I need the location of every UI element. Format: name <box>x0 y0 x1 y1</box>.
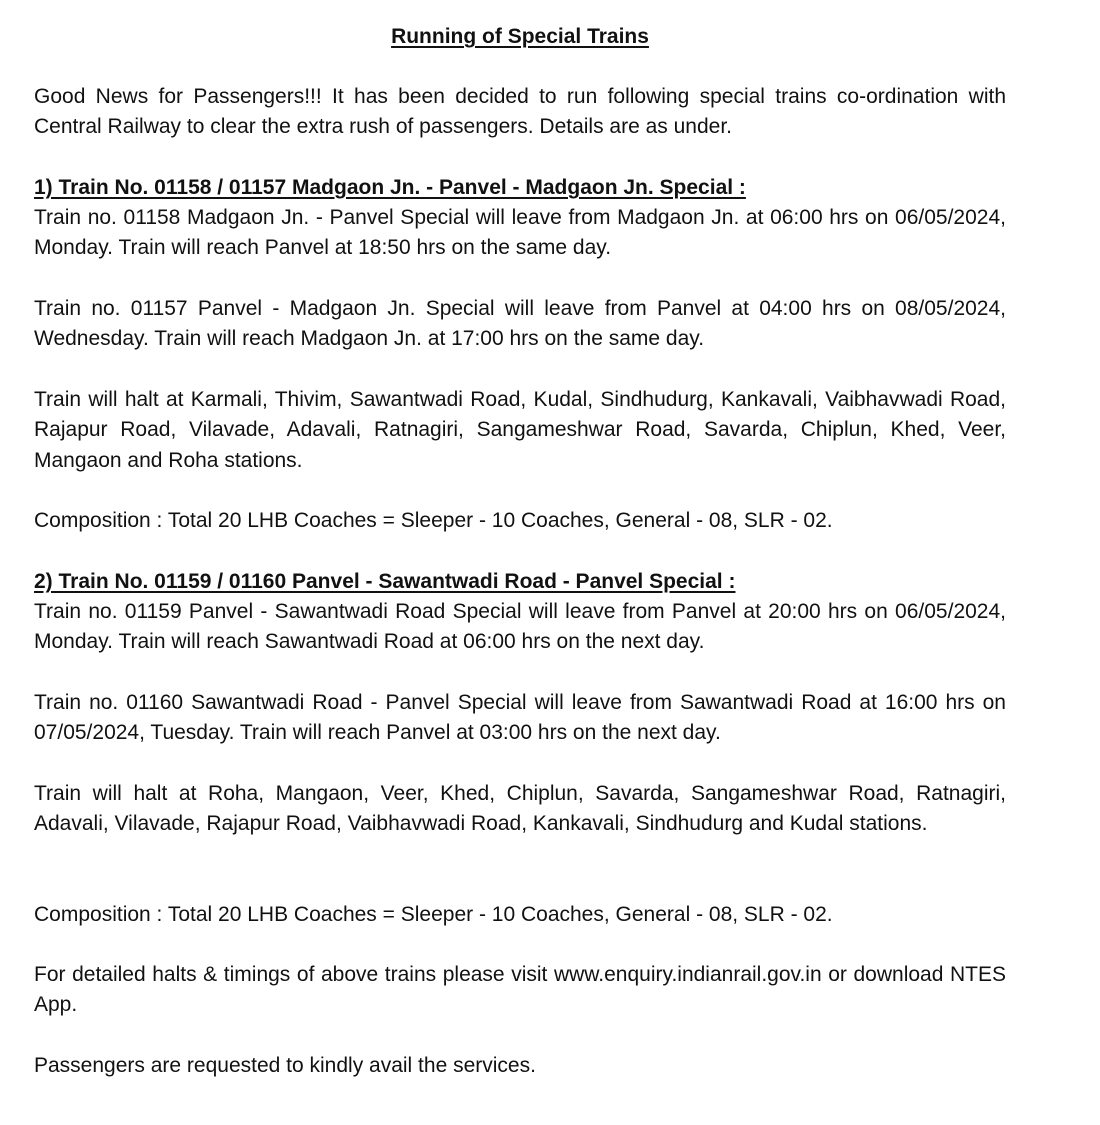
section-2-halts: Train will halt at Roha, Mangaon, Veer, Khed, Chiplun, Savarda, Sangameshwar Road, Ratnagiri, Adavali, Vilavade, Rajapur Road, Vaibhavwadi Road, Kankavali, Sindhudurg and Kudal stations. <box>34 782 1006 836</box>
section-1-composition: Composition : Total 20 LHB Coaches = Sleeper - 10 Coaches, General - 08, SLR - 02. <box>34 509 833 532</box>
info-paragraph: For detailed halts & timings of above trains please visit www.enquiry.indianrail.gov.in or download NTES App. <box>34 963 1006 1017</box>
section-2-paragraph-2: Train no. 01160 Sawantwadi Road - Panvel Special will leave from Sawantwadi Road at 16:00 hrs on 07/05/2024, Tuesday. Train will reach Panvel at 03:00 hrs on the next day. <box>34 691 1006 745</box>
section-2-paragraph-1: Train no. 01159 Panvel - Sawantwadi Road Special will leave from Panvel at 20:00 hrs on 06/05/2024, Monday. Train will reach Sawantwadi Road at 06:00 hrs on the next day. <box>34 600 1006 654</box>
intro-paragraph: Good News for Passengers!!! It has been decided to run following special trains co-ordination with Central Railway to clear the extra rush of passengers. Details are as under. <box>34 85 1006 139</box>
section-2-composition: Composition : Total 20 LHB Coaches = Sleeper - 10 Coaches, General - 08, SLR - 02. <box>34 903 833 926</box>
section-1-heading: 1) Train No. 01158 / 01157 Madgaon Jn. - Panvel - Madgaon Jn. Special : <box>34 176 746 199</box>
page-title: Running of Special Trains <box>391 25 649 48</box>
section-1-halts: Train will halt at Karmali, Thivim, Sawantwadi Road, Kudal, Sindhudurg, Kankavali, Vaibhavwadi Road, Rajapur Road, Vilavade, Adavali, Ratnagiri, Sangameshwar Road, Savarda, Chiplun, Khed, Veer, Mangaon and Roha stations. <box>34 388 1006 472</box>
section-1-paragraph-1: Train no. 01158 Madgaon Jn. - Panvel Special will leave from Madgaon Jn. at 06:00 hrs on 06/05/2024, Monday. Train will reach Panvel at 18:50 hrs on the same day. <box>34 206 1006 260</box>
closing-paragraph: Passengers are requested to kindly avail the services. <box>34 1054 536 1077</box>
section-1-paragraph-2: Train no. 01157 Panvel - Madgaon Jn. Special will leave from Panvel at 04:00 hrs on 08/05/2024, Wednesday. Train will reach Madgaon Jn. at 17:00 hrs on the same day. <box>34 297 1006 351</box>
section-2-heading: 2) Train No. 01159 / 01160 Panvel - Sawantwadi Road - Panvel Special : <box>34 570 736 593</box>
